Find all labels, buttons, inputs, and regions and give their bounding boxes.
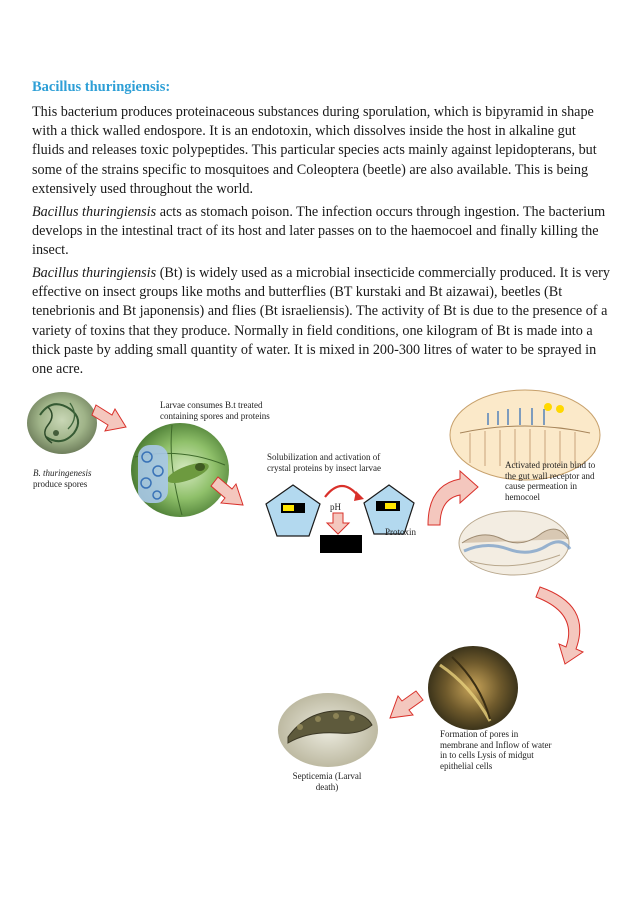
curved-arrow-up-icon [428, 471, 478, 525]
spores-caption: B. thuringenesis produce spores [33, 468, 92, 489]
septicemia-caption: Septicemia (Larval death) [292, 771, 362, 792]
dead-larva-image [278, 693, 378, 767]
curved-arrow-down-icon [536, 587, 583, 664]
larva-leaf-image [131, 423, 229, 517]
protoxin-label: Protoxin [385, 527, 417, 537]
paragraph-sporulation [32, 103, 610, 199]
paragraph-insecticide-use [32, 264, 610, 379]
paragraph-text: (Bt) is widely used as a microbial insecticide commercially produced. It is very effective on insect groups like moths and butterflies (BT kurstaki and Bt aizawai), beetles (Bt tenebrionis and Bt japonensis) and flies (Bt israeliensis). The activity of Bt is due to the presence of a variety of toxins that they produce. Normally in field conditions, one kilogram of Bt is made into a thick paste by adding small quantity of water. It is mixed in 200-300 litres of water to be sprayed in one acre. [32, 265, 611, 378]
paragraph-text: This bacterium produces proteinaceous substances during sporulation, which is bipyramid in shape with a thick walled endospore. It is an endotoxin, which dissolves inside the host in alkaline gut fluids and releases toxic polypeptides. This particular species acts mainly against lepidopterans, but some of the strains specific to mosquitoes and Coleoptera (beetle) are also available. This is being extensively used throughout the world. [32, 104, 597, 197]
larvae-caption: Larvae consumes B.t treated containing spores and proteins [160, 400, 270, 421]
pores-caption: Formation of pores in membrane and Inflow of water in to cells Lysis of midgut epithelial cells [440, 729, 552, 771]
arrow-left-icon [390, 691, 423, 718]
ph-label: pH [330, 502, 341, 512]
paragraph-text: acts as stomach poison. The infection occurs through ingestion. The bacterium develops in the intestinal tract of its host and later passes on to the haemocoel and finally killing the insect. [32, 204, 606, 259]
gut-cross-section-image [459, 511, 570, 575]
arrow-1-icon [92, 405, 126, 431]
spores-image [27, 392, 97, 454]
active-toxin-block [320, 535, 362, 553]
crystal-protein-pentagon [266, 485, 320, 536]
solubilization-caption: Solubilization and activation of crystal proteins by insect larvae [267, 452, 381, 473]
section-heading: Bacillus thuringiensis: [32, 79, 171, 95]
activated-protein-caption: Activated protein bind to the gut wall receptor and cause permeation in hemocoel [505, 460, 596, 502]
species-name: Bacillus thuringiensis [32, 265, 157, 281]
paragraph-stomach-poison [32, 203, 610, 261]
down-arrow-icon [327, 513, 349, 534]
ph-curved-arrow-icon [325, 486, 359, 497]
species-name: Bacillus thuringiensis [32, 204, 157, 220]
larva-pores-image [428, 646, 518, 730]
